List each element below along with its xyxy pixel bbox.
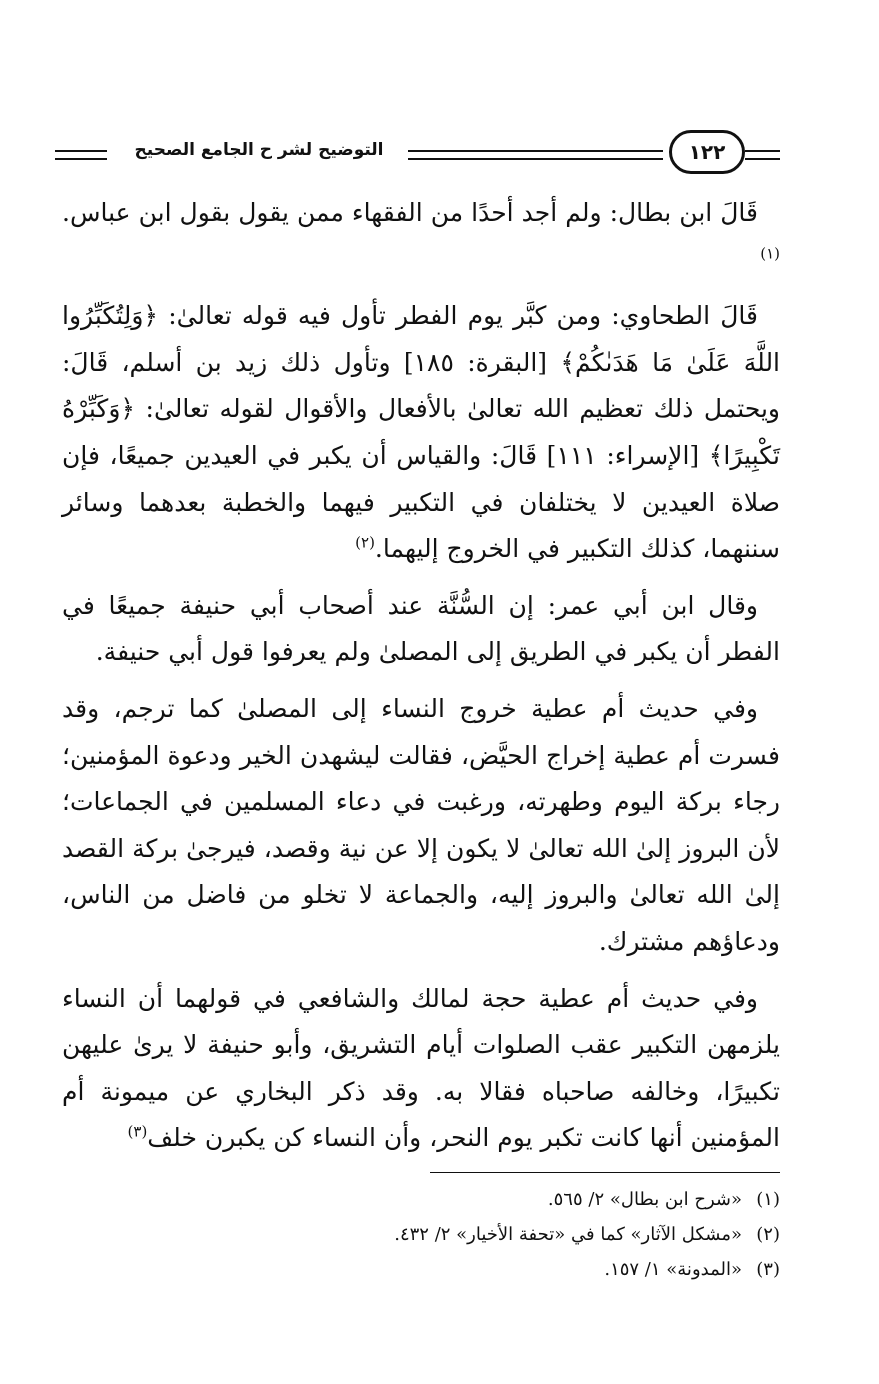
running-title: التوضيح لشر ح الجامع الصحيح <box>134 140 384 160</box>
footnote-marker-2: (٢) <box>355 533 375 552</box>
footnote-1 <box>62 1182 780 1217</box>
footnote-2 <box>62 1217 780 1252</box>
footnotes <box>62 1182 780 1287</box>
footnote-2-text: «مشكل الآثار» كما في «تحفة الأخيار» ٢/ ٤٣٢. <box>394 1224 742 1245</box>
page-number-badge <box>669 130 745 174</box>
footnote-separator <box>430 1172 780 1173</box>
paragraph-5-text: وفي حديث أم عطية حجة لمالك والشافعي في قولهما أن النساء يلزمهن التكبير عقب الصلوات أيام التشريق، وأبو حنيفة لا يرىٰ عليهن تكبيرًا، وخالفه صاحباه فقالا به. وقد ذكر البخاري عن ميمونة أم المؤمنين أنها كانت تكبر يوم النحر، وأن النساء كن يكبرن خلف <box>62 983 780 1153</box>
paragraph-3: وقال ابن أبي عمر: إن السُّنَّة عند أصحاب أبي حنيفة جميعًا في الفطر أن يكبر في الطريق إلى المصلىٰ ولم يعرفوا قول أبي حنيفة. <box>62 590 780 667</box>
footnote-2-number: (٢) <box>756 1224 780 1245</box>
paragraph-2-text: قَالَ الطحاوي: ومن كبَّر يوم الفطر تأول فيه قوله تعالىٰ: ﴿وَلِتُكَبِّرُوا اللَّهَ عَلَىٰ مَا هَدَىٰكُمْ﴾ [البقرة: ١٨٥] وتأول ذلك زيد بن أسلم، قَالَ: ويحتمل ذلك تعظيم الله تعالىٰ بالأفعال والأقوال لقوله تعالىٰ: ﴿وَكَبِّرْهُ تَكْبِيرًا﴾ [الإسراء: ١١١] قَالَ: والقياس أن يكبر في العيدين جميعًا، فإن صلاة العيدين لا يختلفان في التكبير فيهما والخطبة بعدهما وسائر سننهما، كذلك التكبير في الخروج إليهما. <box>62 301 781 564</box>
footnote-3-number: (٣) <box>756 1259 780 1280</box>
header-rule-right <box>745 150 780 160</box>
paragraph-4: وفي حديث أم عطية خروج النساء إلى المصلىٰ كما ترجم، وقد فسرت أم عطية إخراج الحيَّض، فقالت ليشهدن الخير ودعوة المؤمنين؛ رجاء بركة اليوم وطهرته، ورغبت في دعاء المسلمين في الجماعات؛ لأن البروز إلىٰ الله تعالىٰ لا يكون إلا عن نية وقصد، فيرجىٰ بركة القصد إلىٰ الله تعالىٰ والبروز إليه، والجماعة لا تخلو من فاضل من الناس، ودعاؤهم مشترك. <box>62 693 780 956</box>
paragraph-1-text: قَالَ ابن بطال: ولم أجد أحدًا من الفقهاء ممن يقول بقول ابن عباس. <box>62 198 758 227</box>
footnote-1-number: (١) <box>756 1189 780 1210</box>
footnote-1-text: «شرح ابن بطال» ٢/ ٥٦٥. <box>547 1189 742 1210</box>
page-header <box>55 130 780 180</box>
page-number: ١٢٢ <box>688 140 726 164</box>
header-rule-middle <box>408 150 663 160</box>
footnote-3 <box>62 1252 780 1287</box>
footnote-3-text: «المدونة» ١/ ١٥٧. <box>604 1259 742 1280</box>
paragraph-2 <box>62 293 780 573</box>
footnote-marker-3: (٣) <box>127 1122 148 1141</box>
header-rule-left <box>55 150 107 160</box>
paragraph-5 <box>62 976 780 1162</box>
footnote-marker-1: (١) <box>760 244 780 263</box>
body-text <box>62 190 780 1162</box>
paragraph-1 <box>62 190 780 283</box>
